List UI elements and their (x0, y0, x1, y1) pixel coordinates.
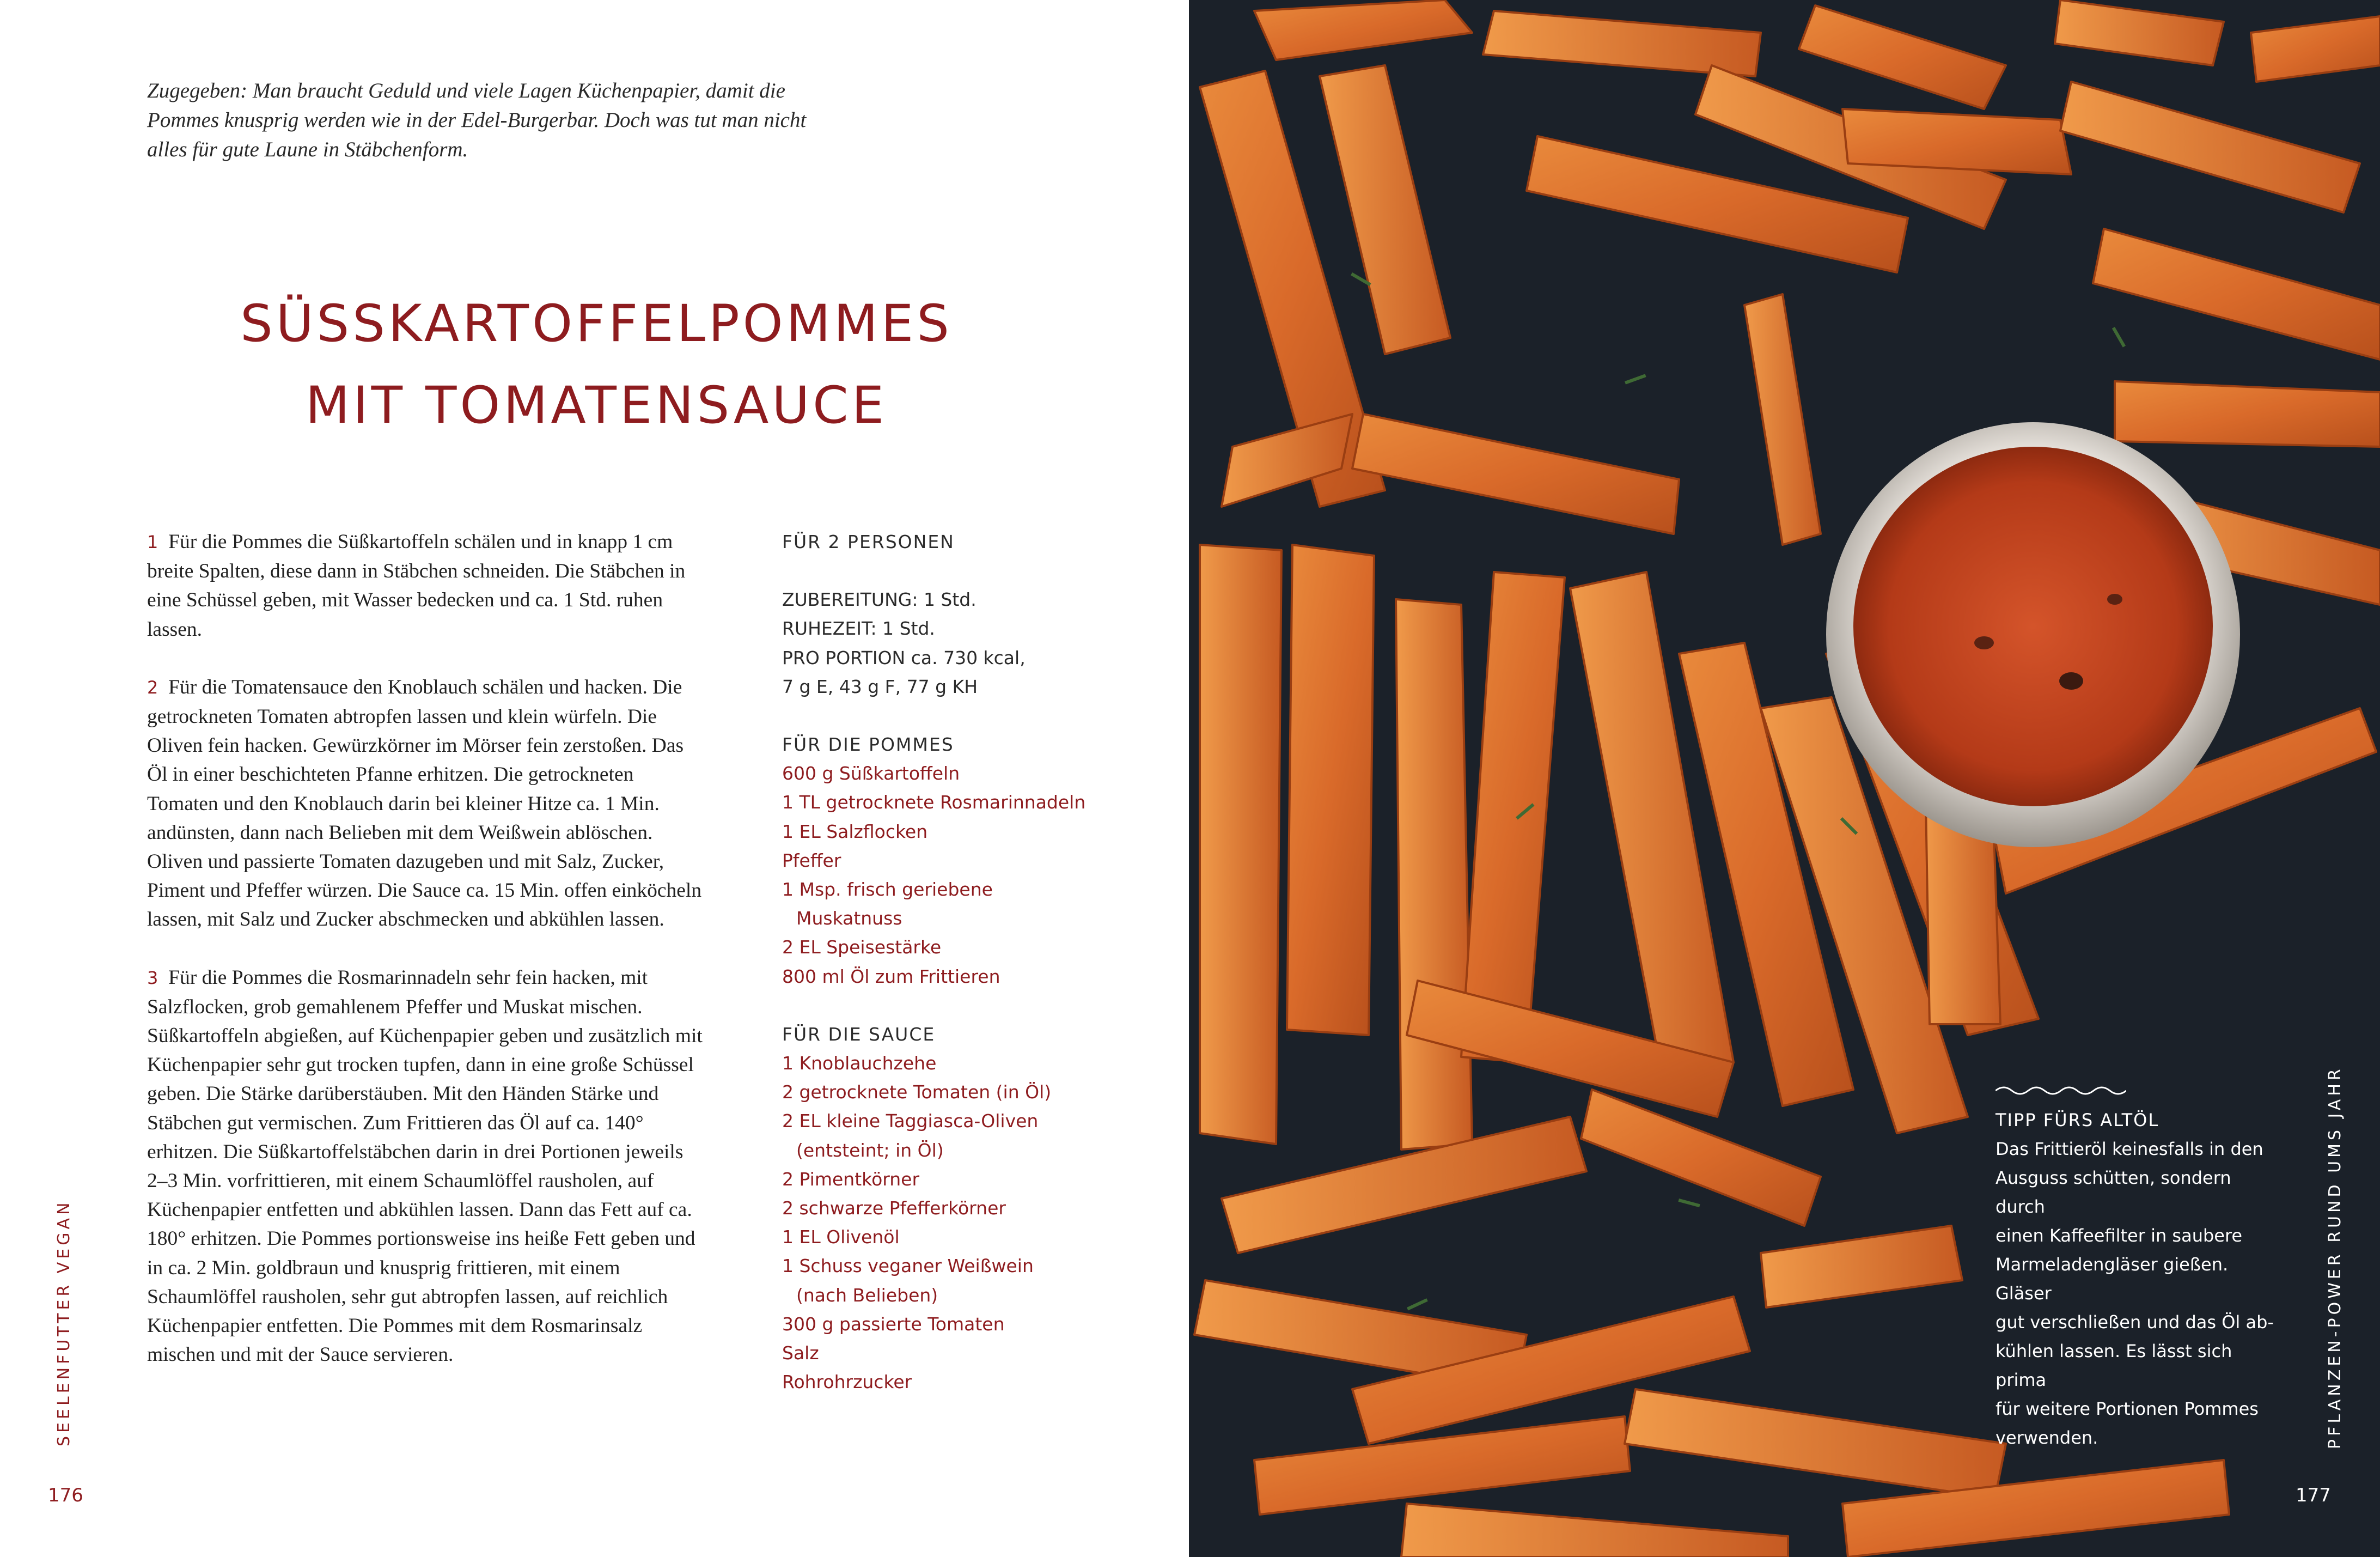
step-1 (147, 527, 703, 644)
ingredient-item: 1 EL Olivenöl (782, 1226, 900, 1248)
ingredient-item: 1 Knoblauchzehe (782, 1053, 937, 1074)
step-text: Für die Tomatensauce den Knoblauch schälen und hacken. Die getrockneten Tomaten abtropfen lassen und klein würfeln. Die Oliven fein hacken. Gewürzkörner im Mörser fein zerstoßen. Das Öl in einer beschichteten Pfanne erhitzen. Die getrockneten Tomaten und den Knoblauch darin bei kleiner Hitze ca. 1 Min. andünsten, dann nach Belieben mit dem Weißwein ablöschen. Oliven und passierte Tomaten dazugeben und mit Salz, Zucker, Piment und Pfeffer würzen. Die Sauce ca. 15 Min. offen einköcheln lassen, mit Salz und Zucker abschmecken und abkühlen lassen. (147, 676, 702, 931)
tip-line: kühlen lassen. Es lässt sich prima (1995, 1341, 2232, 1390)
ingredient-item: Salz (782, 1342, 819, 1364)
step-text: Für die Pommes die Süßkartoffeln schälen und in knapp 1 cm breite Spalten, diese dann in Stäbchen schneiden. Die Stäbchen in eine Schüssel geben, mit Wasser bedecken und ca. 1 Std. ruhen lassen. (147, 531, 686, 641)
tip-line: gut verschließen und das Öl ab- (1995, 1312, 2274, 1333)
step-text: Für die Pommes die Rosmarinnadeln sehr fein hacken, mit Salzflocken, grob gemahlenem Pfeffer und Muskat mischen. Süßkartoffeln abgießen, auf Küchenpapier geben und zusätzlich mit Küchenpapier sehr gut trocken tupfen, dann in eine große Schüssel geben. Die Stärke darüberstäuben. Mit den Händen Stärke und Stäbchen gut vermischen. Zum Frittieren das Öl auf ca. 140° erhitzen. Die Süßkartoffelstäbchen darin in drei Portionen jeweils 2–3 Min. vorfrittieren, mit einem Schaumlöffel rausholen, auf Küchenpapier entfetten und abkühlen lassen. Dann das Fett auf ca. 180° erhitzen. Die Pommes portionsweise ins heiße Fett geben und in ca. 2 Min. goldbraun und knusprig frittieren, mit einem Schaumlöffel rausholen, sehr gut abtropfen lassen, auf reichlich Küchenpapier entfetten. Die Pommes mit dem Rosmarinsalz mischen und mit der Sauce servieren. (147, 966, 703, 1366)
ingredient-item: (entsteint; in Öl) (796, 1139, 944, 1161)
ingredient-item: 300 g passierte Tomaten (782, 1313, 1005, 1335)
meta-line: ZUBEREITUNG: 1 Std. (782, 589, 977, 611)
wave-ornament (1995, 1084, 2126, 1097)
intro-text: Zugegeben: Man braucht Geduld und viele Lagen Küchenpapier, damit die Pommes knusprig werden wie in der Edel-Burgerbar. Doch was tut man nicht alles für gute Laune in Stäbchenform. (147, 79, 807, 161)
ingredient-item: 2 schwarze Pfefferkörner (782, 1197, 1006, 1219)
step-number: 1 (147, 532, 158, 552)
right-running-head: PFLANZEN-POWER RUND UMS JAHR (2326, 1066, 2345, 1449)
left-running-head: SEELENFUTTER VEGAN (54, 1199, 74, 1446)
recipe-title (0, 283, 1193, 447)
meta-line: 7 g E, 43 g F, 77 g KH (782, 676, 978, 697)
ingredient-item: 1 Schuss veganer Weißwein (782, 1255, 1034, 1277)
ingredient-item: 1 TL getrocknete Rosmarinnadeln (782, 792, 1086, 813)
ingredient-item: Muskatnuss (796, 908, 902, 929)
tip-box (1995, 1106, 2279, 1452)
sauce-heading: FÜR DIE SAUCE (782, 1023, 936, 1045)
sauce-bowl (1826, 422, 2240, 847)
pommes-heading: FÜR DIE POMMES (782, 734, 954, 756)
tip-title: TIPP FÜRS ALTÖL (1995, 1110, 2159, 1130)
step-2 (147, 673, 703, 934)
ingredient-item: 2 EL Speisestärke (782, 936, 942, 958)
ingredient-item: 1 EL Salzflocken (782, 820, 928, 842)
ingredient-item: 600 g Süßkartoffeln (782, 763, 960, 784)
ingredient-item: 1 Msp. frisch geriebene (782, 879, 993, 901)
step-number: 3 (147, 967, 158, 988)
recipe-title-line-1: SÜSSKARTOFFELPOMMES (240, 294, 953, 354)
ingredient-item: Rohrohrzucker (782, 1371, 912, 1393)
step-number: 2 (147, 677, 158, 698)
instructions (147, 527, 703, 1398)
recipe-title-line-2: MIT TOMATENSAUCE (305, 376, 888, 435)
servings: FÜR 2 PERSONEN (782, 531, 955, 552)
ingredient-item: 2 getrocknete Tomaten (in Öl) (782, 1081, 1052, 1103)
tip-line: verwenden. (1995, 1427, 2098, 1448)
ingredient-item: 2 EL kleine Taggiasca-Oliven (782, 1110, 1039, 1132)
ingredients-column (782, 527, 1087, 1396)
step-3 (147, 963, 703, 1370)
right-page-number: 177 (2296, 1485, 2331, 1506)
tip-line: einen Kaffeefilter in saubere (1995, 1225, 2243, 1246)
meta-line: RUHEZEIT: 1 Std. (782, 618, 935, 640)
tip-line: Ausguss schütten, sondern durch (1995, 1167, 2231, 1217)
ingredient-item: Pfeffer (782, 849, 841, 871)
ingredient-item: 2 Pimentkörner (782, 1168, 920, 1190)
tip-line: Marmeladengläser gießen. Gläser (1995, 1254, 2229, 1304)
tip-line: für weitere Portionen Pommes (1995, 1398, 2259, 1419)
ingredient-item: 800 ml Öl zum Frittieren (782, 965, 1000, 987)
tip-line: Das Frittieröl keinesfalls in den (1995, 1139, 2263, 1159)
left-page-number: 176 (48, 1485, 83, 1506)
left-page (0, 0, 1189, 1557)
ingredient-item: (nach Belieben) (796, 1284, 938, 1306)
meta-line: PRO PORTION ca. 730 kcal, (782, 647, 1026, 668)
